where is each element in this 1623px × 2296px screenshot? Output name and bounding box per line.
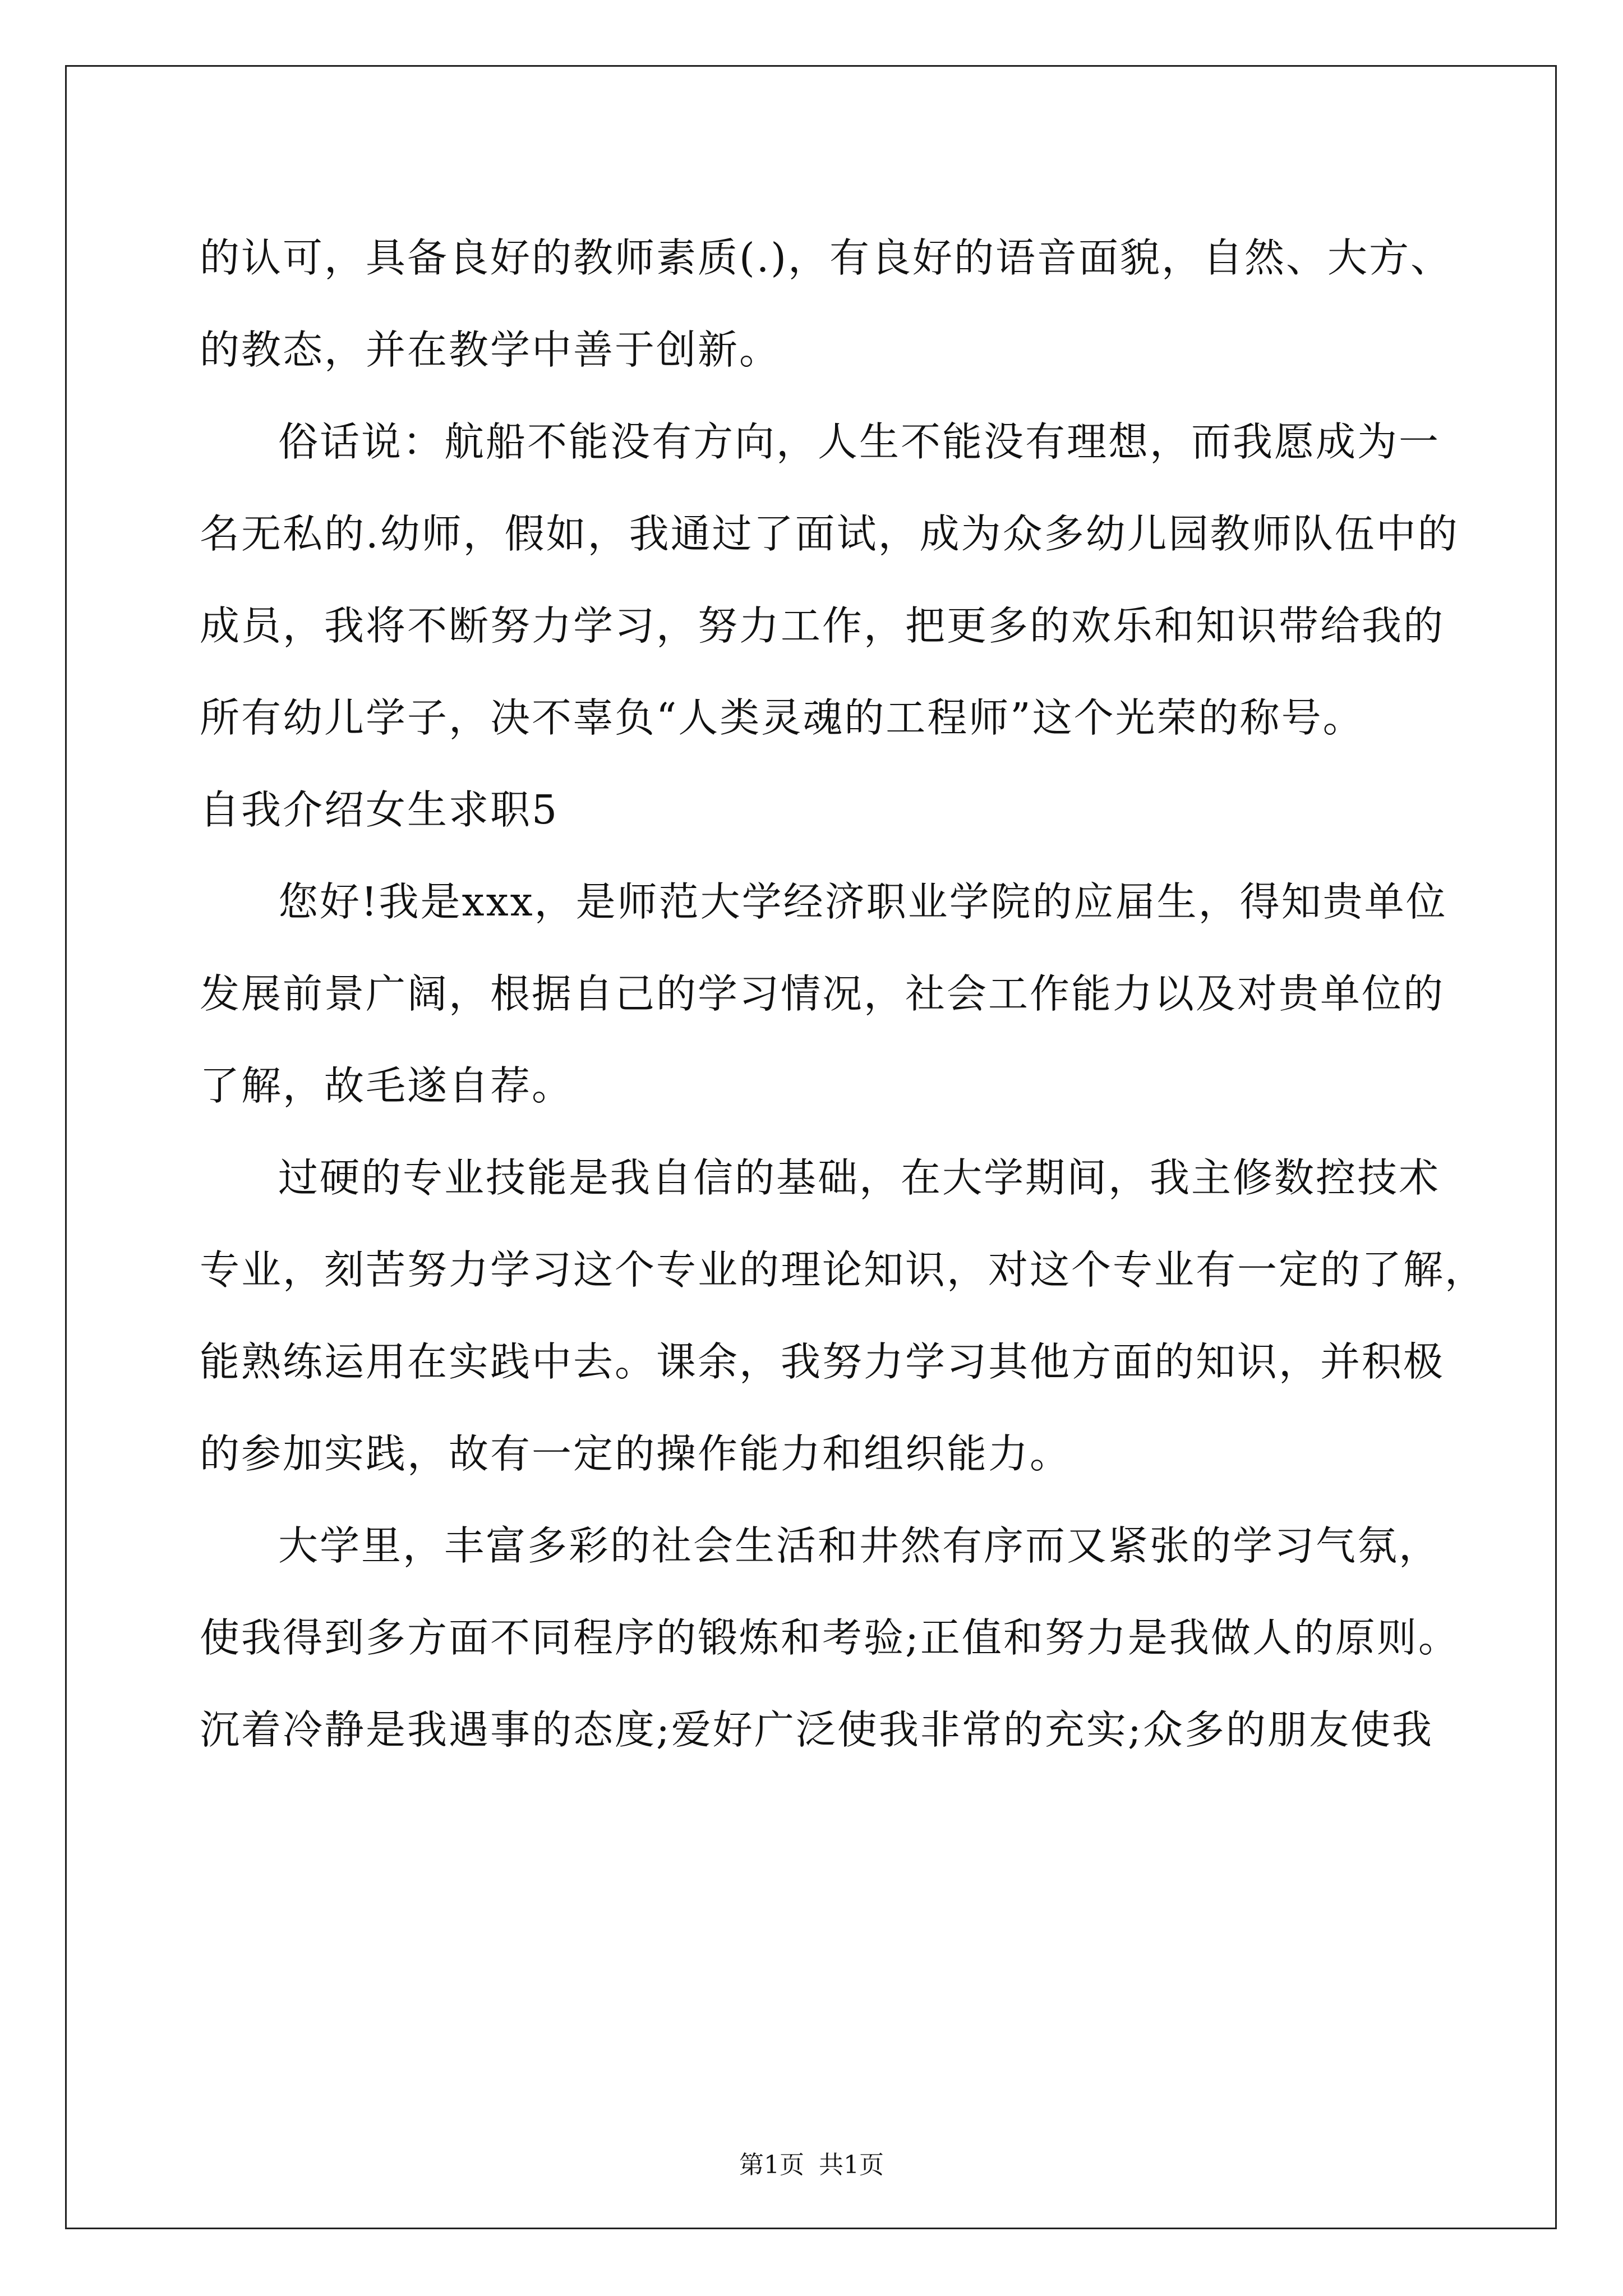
- text-line: 使我得到多方面不同程序的锻炼和考验;正值和努力是我做人的原则。: [200, 1614, 1460, 1661]
- page-number: 第1页: [739, 2151, 804, 2179]
- text-line: 发展前景广阔，根据自己的学习情况，社会工作能力以及对贵单位的: [200, 970, 1445, 1017]
- text-line: 的认可，具备良好的教师素质(.)，有良好的语音面貌，自然、大方、: [200, 234, 1452, 281]
- page-footer: [0, 2150, 1623, 2181]
- text-line: 成员，我将不断努力学习，努力工作，把更多的欢乐和知识带给我的: [200, 602, 1445, 649]
- text-line: 了解，故毛遂自荐。: [200, 1062, 574, 1109]
- section-heading: 自我介绍女生求职5: [200, 786, 559, 833]
- text-line: 俗话说：航船不能没有方向，人生不能没有理想，而我愿成为一: [278, 418, 1441, 465]
- text-line: 的参加实践，故有一定的操作能力和组织能力。: [200, 1430, 1072, 1477]
- text-line: 所有幼儿学子，决不辜负“人类灵魂的工程师”这个光荣的称号。: [200, 694, 1364, 741]
- document-body: [200, 212, 1487, 1776]
- text-line: 您好!我是xxx，是师范大学经济职业学院的应届生，得知贵单位: [278, 878, 1447, 925]
- text-line: 大学里，丰富多彩的社会生活和井然有序而又紧张的学习气氛，: [278, 1522, 1441, 1569]
- text-line: 的教态，并在教学中善于创新。: [200, 326, 781, 373]
- text-line: 专业，刻苦努力学习这个专业的理论知识，对这个专业有一定的了解，: [200, 1246, 1487, 1293]
- text-line: 沉着冷静是我遇事的态度;爱好广泛使我非常的充实;众多的朋友使我: [200, 1706, 1433, 1753]
- text-line: 名无私的.幼师，假如，我通过了面试，成为众多幼儿园教师队伍中的: [200, 510, 1459, 557]
- text-line: 过硬的专业技能是我自信的基础，在大学期间，我主修数控技术: [278, 1154, 1441, 1201]
- page-total: 共1页: [819, 2151, 884, 2179]
- text-line: 能熟练运用在实践中去。课余，我努力学习其他方面的知识，并积极: [200, 1338, 1445, 1385]
